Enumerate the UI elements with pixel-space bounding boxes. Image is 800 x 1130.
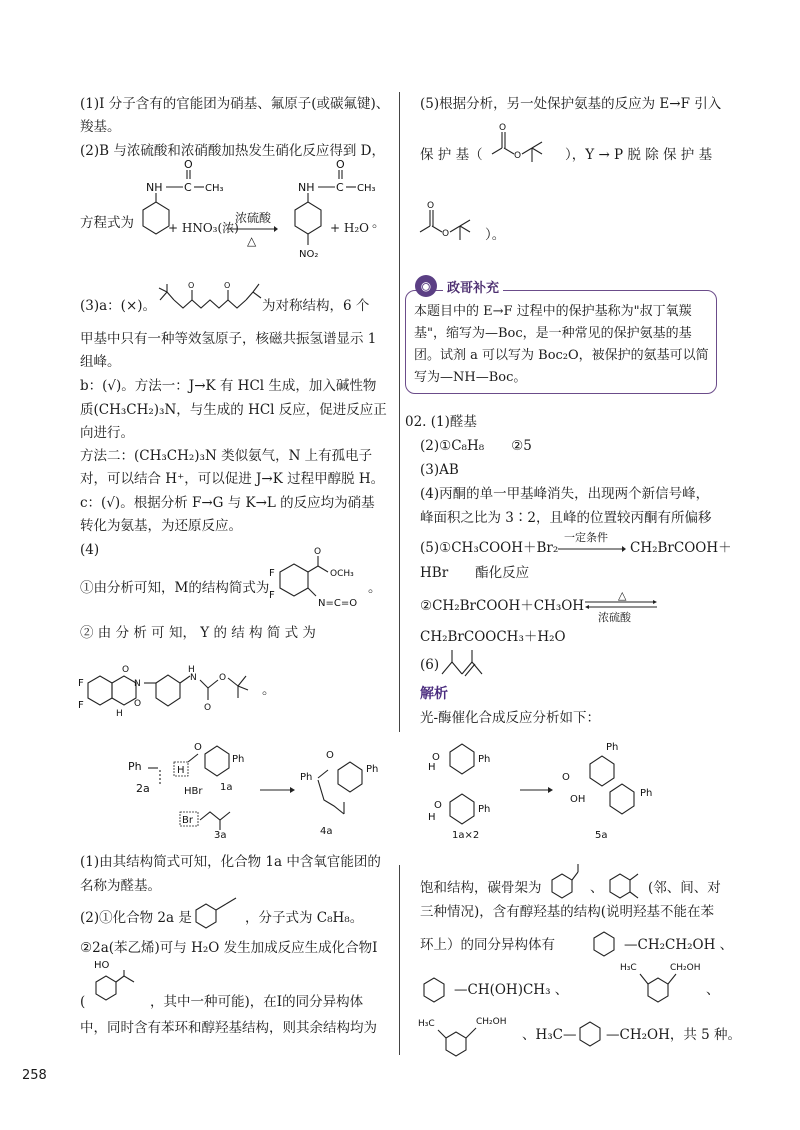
benzene-ring-para — [576, 1018, 610, 1048]
svg-text:O: O — [224, 281, 231, 290]
svg-text:1a: 1a — [220, 782, 233, 793]
answer-line: ②2a(苯乙烯)可与 H₂O 发生加成反应生成化合物Ⅰ — [80, 940, 378, 956]
svg-text:CH₃: CH₃ — [205, 183, 224, 194]
answer-line: 名称为醛基。 — [80, 878, 161, 894]
answer-line: 质(CH₃CH₂)₃N，与生成的 HCl 反应，促进反应正 — [80, 402, 387, 418]
answer-line: 保 护 基（ — [420, 147, 483, 163]
answer-line: (3)AB — [420, 462, 459, 478]
answer-line: (5)根据分析，另一处保护氨基的反应为 E→F 引入 — [420, 96, 722, 112]
svg-text:N: N — [134, 679, 141, 689]
svg-text:O: O — [432, 752, 440, 763]
answer-line: 02. (1)醛基 — [405, 414, 477, 430]
answer-line: 、H₃C— — [522, 1027, 577, 1043]
ph-label: Ph — [128, 760, 142, 773]
svg-text:F: F — [78, 700, 84, 711]
answer-line: ①由分析可知，M的结构简式为 — [80, 580, 270, 596]
page-number: 258 — [22, 1068, 47, 1083]
answer-line: ），Y → P 脱 除 保 护 基 — [565, 147, 713, 163]
svg-text:N=C=O: N=C=O — [318, 598, 358, 609]
svg-text:Ph: Ph — [232, 754, 245, 765]
svg-text:O: O — [514, 151, 522, 161]
svg-text:O: O — [219, 673, 227, 683]
answer-line: 对，可以结合 H⁺，可以促进 J→K 过程甲醇脱 H。 — [80, 471, 385, 487]
svg-text:H: H — [188, 665, 195, 675]
reaction-condition: 浓硫酸 — [235, 211, 272, 225]
analysis-heading: 解析 — [420, 686, 448, 702]
answer-line: ，其中一种可能)，在Ⅰ的同分异构体 — [150, 994, 364, 1010]
svg-text:H: H — [177, 765, 185, 776]
answer-line: 饱和结构，碳骨架为 — [420, 880, 542, 896]
styrene-structure — [192, 898, 242, 928]
svg-text:O: O — [499, 123, 507, 133]
svg-text:2a: 2a — [136, 782, 150, 795]
note-line: 基"，缩写为—Boc，是一种常见的保护氨基的基 — [414, 326, 692, 341]
answer-line: 组峰。 — [80, 354, 121, 370]
answer-line: 方法二：(CH₃CH₂)₃N 类似氨气，N 上有孤电子 — [80, 448, 373, 464]
xylene-skeleton — [606, 862, 646, 898]
boc-group-structure — [492, 122, 562, 182]
diene-structure — [440, 648, 490, 678]
svg-text:O: O — [562, 772, 570, 783]
svg-text:H: H — [428, 762, 436, 773]
answer-line: (3)a：(×)。 — [80, 298, 157, 314]
compound-m-structure — [252, 547, 362, 620]
svg-text:Ph: Ph — [366, 764, 379, 775]
answer-line: CH₂BrCOOH＋ — [630, 540, 732, 556]
answer-line: —CH(OH)CH₃ 、 — [454, 982, 569, 998]
answer-line: —CH₂CH₂OH 、 — [624, 937, 734, 953]
note-line: 写为—NH—Boc。 — [414, 370, 527, 385]
answer-line: 甲基中只有一种等效氢原子，核磁共振氢谱显示 1 — [80, 331, 377, 347]
answer-line: (2)①化合物 2a 是 — [80, 910, 192, 926]
compound-y-structure — [78, 648, 278, 728]
reaction-arrow — [558, 546, 626, 552]
column-divider — [399, 92, 400, 732]
reagent: + HNO₃(浓) — [168, 221, 239, 235]
answer-line: —CH₂OH，共 5 种。 — [606, 1027, 742, 1043]
svg-text:H₃C: H₃C — [620, 963, 637, 973]
svg-text:Ph: Ph — [640, 788, 653, 799]
answer-line: c：(√)。根据分析 F→G 与 K→L 的反应均为硝基 — [80, 495, 375, 511]
boc-anhydride-structure — [155, 280, 275, 320]
product-addend: + H₂O — [330, 221, 369, 235]
answer-line: (1)I 分子含有的官能团为硝基、氟原子(或碳氟键)、 — [80, 96, 390, 112]
svg-text:O: O — [184, 158, 193, 171]
note-line: 团。试剂 a 可以写为 Boc₂O，被保护的氨基可以简 — [414, 348, 709, 363]
svg-text:O: O — [434, 800, 442, 811]
svg-text:1a×2: 1a×2 — [452, 830, 480, 841]
svg-text:OCH₃: OCH₃ — [330, 569, 354, 579]
svg-text:Br: Br — [182, 815, 193, 826]
answer-line: 环上）的同分异构体有 — [420, 937, 555, 953]
note-line: 本题目中的 E→F 过程中的保护基称为"叔丁氧羰 — [414, 304, 692, 319]
svg-text:Ph: Ph — [478, 754, 491, 765]
answer-line: (2)①C₈H₈ ②5 — [420, 438, 532, 454]
svg-text:CH₂OH: CH₂OH — [670, 963, 701, 973]
svg-text:O: O — [188, 281, 195, 290]
svg-text:C: C — [336, 181, 344, 194]
svg-text:HO: HO — [94, 960, 110, 971]
punctuation: 、 — [706, 982, 720, 998]
methylbenzyl-alcohol-meta — [418, 1014, 518, 1059]
answer-line: (6) — [420, 657, 440, 673]
punctuation: 、 — [590, 880, 604, 896]
answer-line: (1)由其结构简式可知，化合物 1a 中含氧官能团的 — [80, 854, 381, 870]
answer-line: 为对称结构，6 个 — [262, 298, 370, 314]
note-title: 政哥补充 — [443, 277, 503, 296]
answer-line: ②CH₂BrCOOH＋CH₃OH — [420, 598, 585, 614]
answer-line: 峰面积之比为 3∶2，且峰的位置较丙酮有所偏移 — [420, 510, 712, 526]
svg-text:O: O — [336, 158, 345, 171]
answer-line: 光-酶催化合成反应分析如下： — [420, 710, 601, 726]
svg-text:NH: NH — [298, 181, 315, 194]
svg-text:F: F — [269, 590, 275, 601]
reaction-scheme-left — [120, 740, 400, 840]
boc-group-structure-2 — [420, 200, 490, 260]
reaction-condition: △ — [618, 589, 627, 602]
benzene-ring — [420, 974, 454, 1004]
answer-line: 转化为氨基，为还原反应。 — [80, 518, 242, 534]
answer-line: CH₂BrCOOCH₃＋H₂O — [420, 629, 566, 645]
svg-text:OH: OH — [570, 794, 586, 805]
svg-text:O: O — [326, 750, 334, 761]
answer-line: (2)B 与浓硫酸和浓硝酸加热发生硝化反应得到 D， — [80, 143, 385, 159]
svg-text:C: C — [184, 181, 192, 194]
answer-line: 羧基。 — [80, 119, 121, 135]
answer-line: ( — [80, 994, 86, 1010]
answer-line: 三种情况)，含有醇羟基的结构(说明羟基不能在苯 — [420, 904, 715, 920]
answer-line: (4)丙酮的单一甲基峰消失，出现两个新信号峰， — [420, 486, 710, 502]
reaction-condition: 一定条件 — [564, 531, 608, 544]
answer-line: 方程式为 — [80, 215, 134, 231]
punctuation: 。 — [368, 580, 382, 596]
reaction-scheme-right — [420, 740, 720, 840]
phenylethanol-structure — [88, 958, 158, 1003]
answer-line: HBr 酯化反应 — [420, 565, 530, 581]
column-divider-lower — [399, 865, 400, 1055]
svg-text:NO₂: NO₂ — [299, 249, 319, 260]
svg-text:O: O — [427, 201, 435, 211]
note-badge-icon: ◉ — [415, 275, 437, 297]
svg-text:Ph: Ph — [478, 804, 491, 815]
svg-text:HBr: HBr — [184, 786, 203, 797]
methylbenzyl-alcohol-ortho — [620, 960, 720, 1010]
svg-text:H₃C: H₃C — [418, 1019, 435, 1029]
answer-line: b：(√)。方法一：J→K 有 HCl 生成，加入碱性物 — [80, 378, 377, 394]
svg-text:Ph: Ph — [300, 772, 313, 783]
answer-line: 向进行。 — [80, 425, 134, 441]
ethylbenzene-skeleton — [548, 862, 588, 898]
answer-line: ，分子式为 C₈H₈。 — [245, 910, 364, 926]
svg-text:O: O — [134, 699, 142, 709]
punctuation: 。 — [372, 215, 386, 231]
svg-text:Ph: Ph — [606, 742, 619, 753]
svg-text:3a: 3a — [214, 830, 227, 841]
svg-text:CH₃: CH₃ — [357, 183, 376, 194]
svg-text:H: H — [428, 812, 436, 823]
svg-text:N: N — [190, 673, 197, 683]
punctuation: ）。 — [485, 227, 506, 243]
answer-line: 中，同时含有苯环和醇羟基结构，则其余结构均为 — [80, 1020, 377, 1036]
svg-text:F: F — [269, 568, 275, 579]
svg-text:O: O — [314, 547, 322, 557]
answer-line: (4) — [80, 542, 100, 558]
svg-text:O: O — [122, 665, 130, 675]
punctuation: 。 — [262, 682, 276, 698]
svg-text:NH: NH — [146, 181, 163, 194]
benzene-ring — [590, 928, 624, 958]
answer-line: ② 由 分 析 可 知， Y 的 结 构 简 式 为 — [80, 625, 316, 641]
svg-text:O: O — [442, 229, 450, 239]
reaction-condition: △ — [247, 234, 257, 248]
svg-text:O: O — [194, 742, 202, 753]
svg-text:H: H — [116, 709, 123, 719]
svg-text:5a: 5a — [595, 830, 608, 841]
answer-line: (5)①CH₃COOH＋Br₂ — [420, 540, 559, 556]
reaction-condition: 浓硫酸 — [598, 611, 631, 624]
svg-text:O: O — [204, 703, 212, 713]
answer-line: (邻、间、对 — [648, 880, 721, 896]
svg-text:CH₂OH: CH₂OH — [476, 1017, 507, 1027]
svg-text:4a: 4a — [320, 826, 333, 837]
svg-text:F: F — [78, 678, 84, 689]
